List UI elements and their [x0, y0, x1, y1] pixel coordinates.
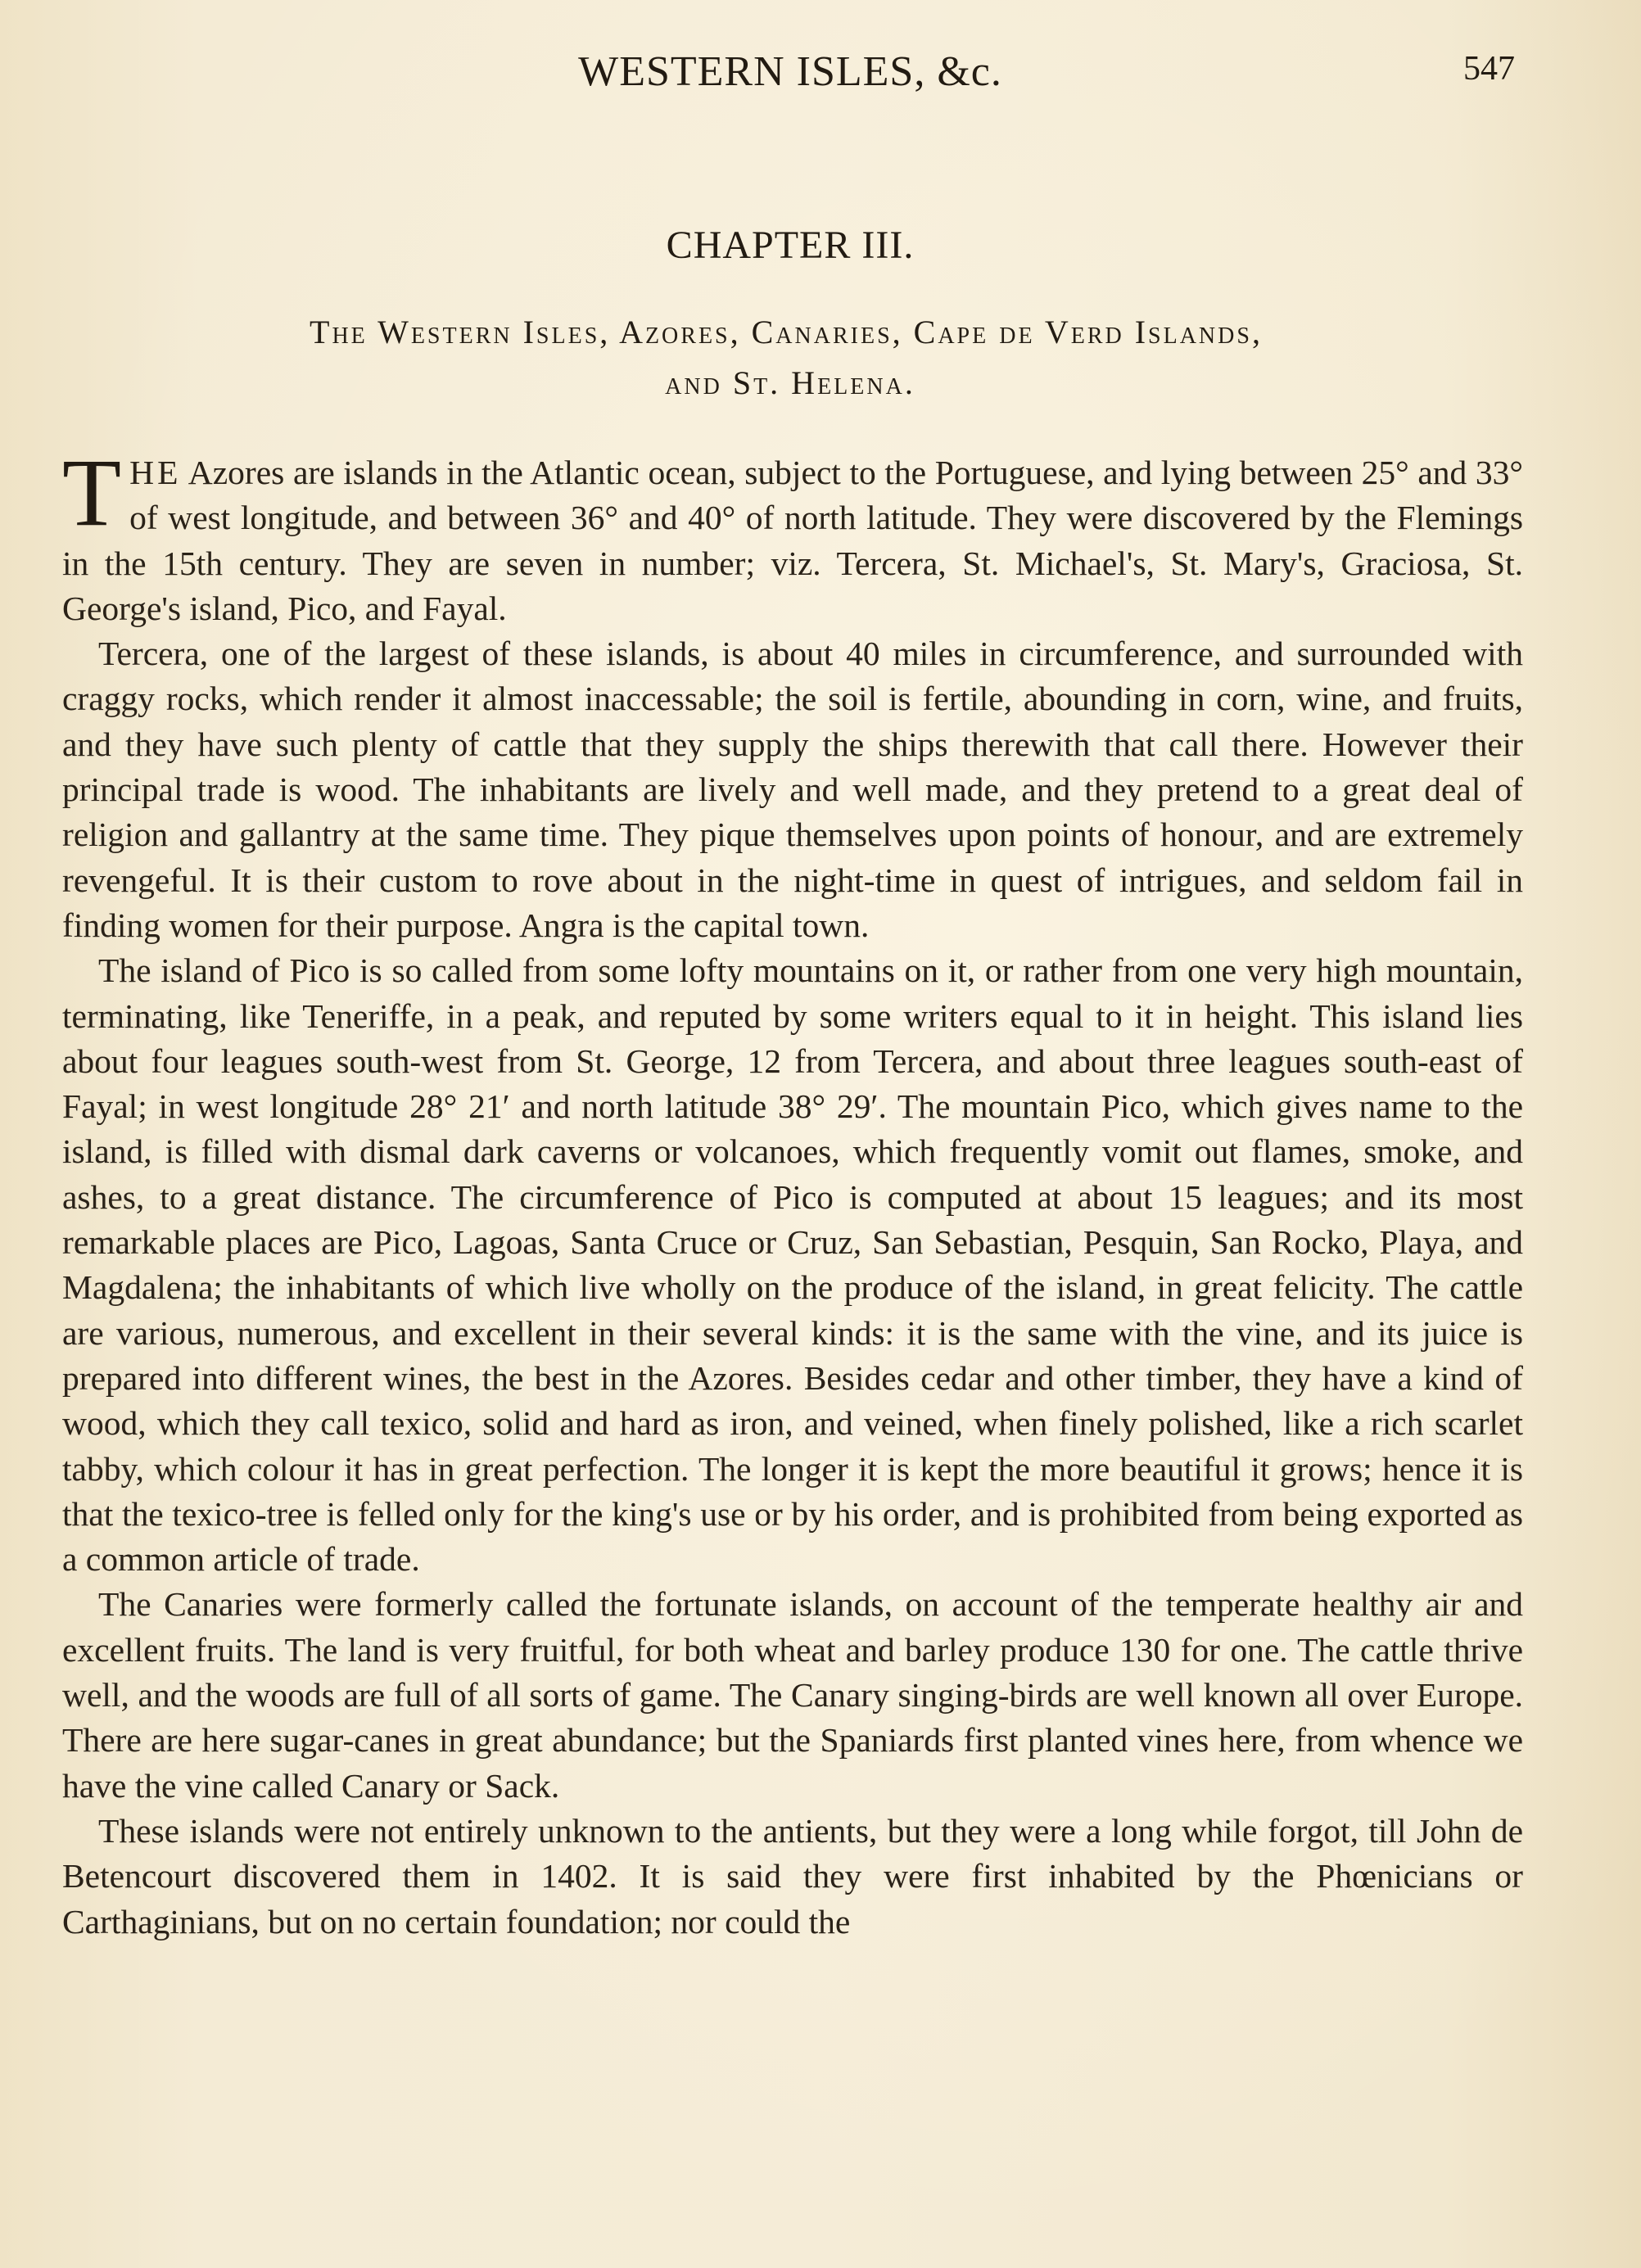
drop-cap: T	[62, 439, 122, 546]
paragraph-1-text: Azores are islands in the Atlantic ocean, subject to the Portuguese, and lying between 25° and 33° of west longitude, and between 36° and 40° of north latitude. They were discovered by the Flemings in the 15th century. They are seven in number; viz. Tercera, St. Michael's, St. Mary's, Graciosa, St. George's island, Pico, and Fayal.	[62, 454, 1523, 627]
running-head	[0, 47, 1641, 97]
chapter-title: CHAPTER III.	[666, 224, 915, 267]
paragraph-4: The Canaries were formerly called the fortunate islands, on account of the temperate healthy air and excellent fruits. The land is very fruitful, for both wheat and barley produce 130 for one. The cattle thrive well, and the woods are full of all sorts of game. The Canary singing-birds are well known all over Europe. There are here sugar-canes in great abundance; but the Spaniards first planted vines here, from whence we have the vine called Canary or Sack.	[62, 1585, 1523, 1805]
paragraph-1	[62, 439, 1523, 631]
chapter-subtitle-line-1: The Western Isles, Azores, Canaries, Cape de Verd Islands,	[310, 314, 1263, 350]
running-title: WESTERN ISLES, &c.	[578, 48, 1002, 95]
page-number: 547	[1463, 50, 1515, 88]
paragraph-2: Tercera, one of the largest of these islands, is about 40 miles in circumference, and surrounded with craggy rocks, which render it almost inaccessable; the soil is fertile, abounding in corn, wine, and fruits, and they have such plenty of cattle that they supply the ships therewith that call there. However their principal trade is wood. The inhabitants are lively and well made, and they pretend to a great deal of religion and gallantry at the same time. They pique themselves upon points of honour, and are extremely revengeful. It is their custom to rove about in the night-time in quest of intrigues, and seldom fail in finding women for their purpose. Angra is the capital town.	[62, 635, 1523, 944]
paragraph-3: The island of Pico is so called from some lofty mountains on it, or rather from one very high mountain, terminating, like Teneriffe, in a peak, and reputed by some writers equal to it in height. This island lies about four leagues south-west from St. George, 12 from Tercera, and about three leagues south-east of Fayal; in west longitude 28° 21′ and north latitude 38° 29′. The mountain Pico, which gives name to the island, is filled with dismal dark caverns or volcanoes, which frequently vomit out flames, smoke, and ashes, to a great distance. The circumference of Pico is computed at about 15 leagues; and its most remarkable places are Pico, Lagoas, Santa Cruce or Cruz, San Sebastian, Pesquin, San Rocko, Playa, and Magdalena; the inhabitants of which live wholly on the produce of the island, in great felicity. The cattle are various, numerous, and excellent in their several kinds: it is the same with the vine, and its juice is prepared into different wines, the best in the Azores. Besides cedar and other timber, they have a kind of wood, which they call texico, solid and hard as iron, and veined, when finely polished, like a rich scarlet tabby, which colour it has in great perfection. The longer it is kept the more beautiful it grows; hence it is that the texico-tree is felled only for the king's use or by his order, and is prohibited from being exported as a common article of trade.	[62, 951, 1523, 1579]
chapter-subtitle-line-2: and St. Helena.	[665, 364, 915, 401]
paragraph-5: These islands were not entirely unknown to the antients, but they were a long while forgot, till John de Betencourt discovered them in 1402. It is said they were first inhabited by the Phœnicians or Carthaginians, but on no certain foundation; nor could the	[62, 1811, 1523, 1940]
first-word-rest: HE	[129, 454, 182, 491]
body-text	[62, 439, 1523, 1945]
